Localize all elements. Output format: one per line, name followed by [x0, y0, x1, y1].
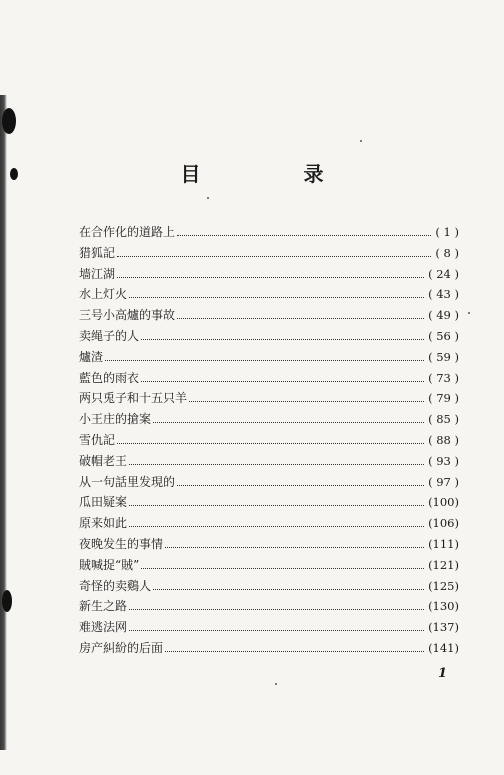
toc-entry	[79, 555, 459, 576]
toc-entry-title: 瓜田疑案	[79, 495, 128, 510]
toc-entry	[79, 243, 459, 264]
toc-entry-title: 賊喊捉“賊”	[79, 557, 140, 572]
scan-shadow-edge	[0, 95, 7, 750]
toc-entry-page: ( 85 )	[428, 412, 459, 427]
toc-entry-title: 夜晚发生的事情	[79, 536, 164, 551]
toc-entry-title: 难逃法网	[79, 620, 128, 635]
toc-entry	[79, 326, 459, 347]
page-title: 目 录	[180, 162, 372, 186]
dot-leader	[129, 505, 424, 506]
scan-ink-blot	[2, 108, 16, 134]
toc-entry	[79, 513, 459, 534]
scan-ink-blot	[2, 590, 12, 612]
toc-entry	[79, 576, 459, 597]
toc-entry-page: (141)	[428, 640, 459, 655]
toc-entry-page: ( 97 )	[428, 474, 459, 489]
toc-entry-title: 小王庄的搶案	[79, 412, 152, 427]
dot-leader	[117, 277, 424, 278]
dot-leader	[153, 422, 424, 423]
dot-leader	[129, 464, 424, 465]
dot-leader	[117, 443, 424, 444]
scan-speck	[468, 312, 470, 314]
toc-entry-page: (100)	[428, 495, 459, 510]
toc-entry-title: 破帽老王	[79, 453, 128, 468]
toc-entry-title: 原来如此	[79, 516, 128, 531]
toc-entry-page: (106)	[428, 516, 459, 531]
toc-entry-title: 奇怪的卖鷄人	[79, 578, 152, 593]
toc-entry-page: (111)	[428, 536, 459, 551]
toc-entry-title: 水上灯火	[79, 287, 128, 302]
dot-leader	[177, 235, 431, 236]
toc-entry-title: 三号小高爐的事故	[79, 308, 176, 323]
dot-leader	[129, 630, 424, 631]
toc-entry-page: ( 1 )	[435, 225, 459, 239]
dot-leader	[141, 381, 424, 382]
toc-entry	[79, 222, 459, 243]
toc-entry-page: ( 8 )	[435, 245, 459, 260]
toc-entry-title: 从一句話里发現的	[79, 474, 176, 489]
toc-entry-page: ( 79 )	[428, 391, 459, 406]
toc-entry-page: ( 24 )	[428, 266, 459, 281]
toc-entry-title: 房产糾紛的后面	[79, 640, 164, 655]
toc-entry	[79, 430, 459, 451]
toc-entry-page: ( 73 )	[428, 370, 459, 385]
dot-leader	[117, 256, 431, 257]
toc-entry-page: ( 43 )	[428, 287, 459, 302]
dot-leader	[189, 401, 424, 402]
toc-entry	[79, 305, 459, 326]
toc-entry	[79, 368, 459, 389]
toc-entry-page: (125)	[428, 578, 459, 593]
toc-entry-page: ( 56 )	[428, 328, 459, 343]
table-of-contents	[79, 222, 459, 659]
toc-entry	[79, 638, 459, 659]
toc-entry	[79, 388, 459, 409]
toc-entry	[79, 284, 459, 305]
toc-entry	[79, 617, 459, 638]
page-number: 1	[438, 666, 448, 681]
toc-entry-title: 在合作化的道路上	[79, 225, 176, 239]
toc-entry-page: (137)	[428, 620, 459, 635]
toc-entry-title: 猎狐記	[79, 245, 116, 260]
dot-leader	[141, 568, 424, 569]
dot-leader	[141, 339, 424, 340]
toc-entry	[79, 264, 459, 285]
dot-leader	[177, 318, 424, 319]
toc-entry-title: 藍色的雨衣	[79, 370, 140, 385]
toc-entry	[79, 347, 459, 368]
scan-speck	[207, 197, 209, 199]
toc-entry-title: 新生之路	[79, 599, 128, 614]
dot-leader	[129, 526, 424, 527]
toc-entry	[79, 472, 459, 493]
toc-entry	[79, 534, 459, 555]
dot-leader	[165, 651, 424, 652]
toc-entry-page: ( 93 )	[428, 453, 459, 468]
toc-entry	[79, 492, 459, 513]
toc-entry-title: 雪仇記	[79, 432, 116, 447]
toc-entry-title: 两只兎子和十五只羊	[79, 391, 188, 406]
dot-leader	[129, 297, 424, 298]
scan-speck	[275, 683, 277, 685]
toc-entry-title: 爐渣	[79, 349, 104, 364]
dot-leader	[105, 360, 424, 361]
toc-entry-page: (121)	[428, 557, 459, 572]
scan-speck	[360, 140, 362, 142]
toc-entry-title: 墙江湖	[79, 266, 116, 281]
dot-leader	[153, 589, 424, 590]
dot-leader	[129, 609, 424, 610]
toc-entry	[79, 409, 459, 430]
dot-leader	[165, 547, 424, 548]
toc-entry-page: ( 59 )	[428, 349, 459, 364]
toc-entry-title: 卖绳子的人	[79, 328, 140, 343]
toc-entry	[79, 451, 459, 472]
toc-entry	[79, 596, 459, 617]
toc-entry-page: (130)	[428, 599, 459, 614]
toc-entry-page: ( 88 )	[428, 432, 459, 447]
toc-entry-page: ( 49 )	[428, 308, 459, 323]
dot-leader	[177, 485, 424, 486]
